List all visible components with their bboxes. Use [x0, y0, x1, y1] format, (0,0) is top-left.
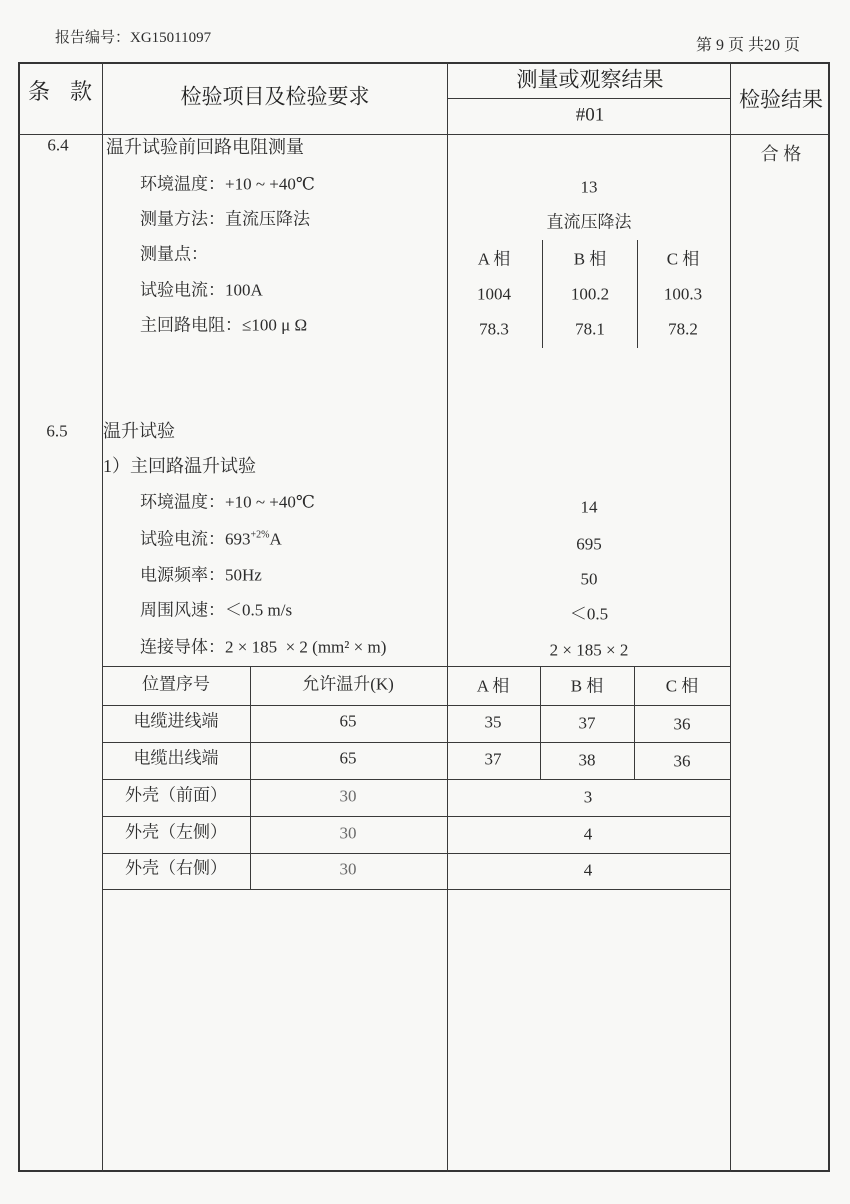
- section-title: 温升试验: [103, 421, 175, 442]
- connection-conductor-label: 连接导体：2 × 185 × 2 (mm² × m): [140, 637, 387, 657]
- table-row-allowed: 65: [339, 748, 357, 768]
- test-current-unit: A: [269, 529, 282, 549]
- clause-column-divider: [102, 62, 103, 1172]
- table-row-allowed: 30: [339, 859, 357, 879]
- resistance-phase-b: 78.1: [575, 319, 605, 339]
- table-row-phase-a: 37: [484, 749, 502, 769]
- section-title: 温升试验前回路电阻测量: [106, 137, 304, 158]
- table-row-value: 4: [583, 860, 593, 880]
- temp-table-header-phase-b: B 相: [570, 676, 604, 696]
- results-header-split-line: [447, 98, 730, 99]
- temp-table-phase-bc-divider: [634, 666, 635, 779]
- items-column-divider: [447, 62, 448, 1172]
- temp-table-row-line: [102, 742, 730, 743]
- test-current-value: 695: [576, 534, 602, 554]
- sample-number: #01: [575, 104, 605, 126]
- results-column-header: 测量或观察结果: [516, 68, 664, 92]
- temp-table-header-position: 位置序号: [142, 674, 210, 694]
- measurement-point-label: 测量点：: [140, 244, 208, 264]
- table-row-phase-a: 35: [484, 712, 502, 732]
- clause-number: 6.5: [46, 421, 68, 441]
- table-row-position: 电缆进线端: [133, 711, 219, 731]
- resistance-phase-c: 78.2: [668, 319, 698, 339]
- main-circuit-resistance-label: 主回路电阻：≤100 μ Ω: [140, 315, 308, 335]
- table-row-position: 外壳（左侧）: [125, 822, 227, 842]
- resistance-phase-a: 78.3: [479, 319, 509, 339]
- results-column-divider: [730, 62, 731, 1172]
- table-row-position: 电缆出线端: [133, 748, 219, 768]
- temp-table-row-line: [102, 779, 730, 780]
- table-row-phase-b: 37: [578, 713, 596, 733]
- table-row-allowed: 30: [339, 823, 357, 843]
- temp-table-top-line: [102, 666, 730, 667]
- power-frequency-value: 50: [580, 569, 598, 589]
- table-row-position: 外壳（右侧）: [125, 858, 227, 878]
- phase-b-c-divider: [637, 240, 638, 348]
- temp-table-position-divider: [250, 666, 251, 889]
- ambient-temperature-label: 环境温度：+10 ~ +40℃: [140, 492, 315, 512]
- report-number: 报告编号：XG15011097: [55, 29, 212, 46]
- clause-number: 6.4: [47, 135, 69, 155]
- connection-conductor-value: 2 × 185 × 2: [549, 640, 629, 660]
- table-row-phase-c: 36: [673, 751, 691, 771]
- table-row-phase-c: 36: [673, 714, 691, 734]
- test-current-label: [140, 531, 282, 550]
- test-current-phase-b: 100.2: [570, 284, 610, 304]
- test-current-phase-a: 1004: [477, 284, 511, 304]
- phase-c-header: C 相: [666, 249, 700, 269]
- temp-table-row-line: [102, 816, 730, 817]
- temp-table-header-phase-c: C 相: [665, 676, 699, 696]
- temp-table-bottom-line: [102, 889, 730, 890]
- measurement-method-label: 测量方法：直流压降法: [140, 209, 310, 229]
- table-row-value: 3: [583, 787, 593, 807]
- test-current-tolerance: +2%: [250, 529, 270, 541]
- ambient-temperature-value: 13: [580, 177, 598, 197]
- verdict-pass: 合 格: [760, 144, 802, 165]
- section-subtitle: 1）主回路温升试验: [103, 456, 256, 477]
- verdict-column-header: 检验结果: [739, 88, 823, 112]
- temp-table-header-phase-a: A 相: [476, 676, 510, 696]
- table-row-phase-b: 38: [578, 750, 596, 770]
- temp-table-phase-ab-divider: [540, 666, 541, 779]
- phase-a-b-divider: [542, 240, 543, 348]
- power-frequency-label: 电源频率：50Hz: [140, 565, 262, 585]
- header-bottom-line: [18, 134, 830, 135]
- temp-table-row-line: [102, 705, 730, 706]
- temp-table-header-allowed: 允许温升(K): [302, 674, 394, 694]
- temp-table-row-line: [102, 853, 730, 854]
- ambient-temperature-value: 14: [580, 497, 598, 517]
- test-current-phase-c: 100.3: [663, 284, 703, 304]
- table-row-allowed: 30: [339, 786, 357, 806]
- measurement-method-value: 直流压降法: [546, 212, 632, 232]
- phase-a-header: A 相: [477, 249, 511, 269]
- table-row-position: 外壳（前面）: [125, 785, 227, 805]
- test-current-text: 试验电流：693: [140, 529, 251, 549]
- page-info: 第 9 页 共20 页: [695, 37, 800, 55]
- table-row-value: 4: [583, 824, 593, 844]
- wind-speed-value: ＜0.5: [569, 604, 609, 624]
- wind-speed-label: 周围风速：＜0.5 m/s: [140, 600, 293, 620]
- clause-column-header: 条 款: [27, 78, 93, 104]
- items-column-header: 检验项目及检验要求: [180, 85, 370, 109]
- test-current-label: 试验电流：100A: [140, 280, 263, 300]
- table-row-allowed: 65: [339, 711, 357, 731]
- phase-b-header: B 相: [573, 249, 607, 269]
- ambient-temperature-label: 环境温度：+10 ~ +40℃: [140, 174, 315, 194]
